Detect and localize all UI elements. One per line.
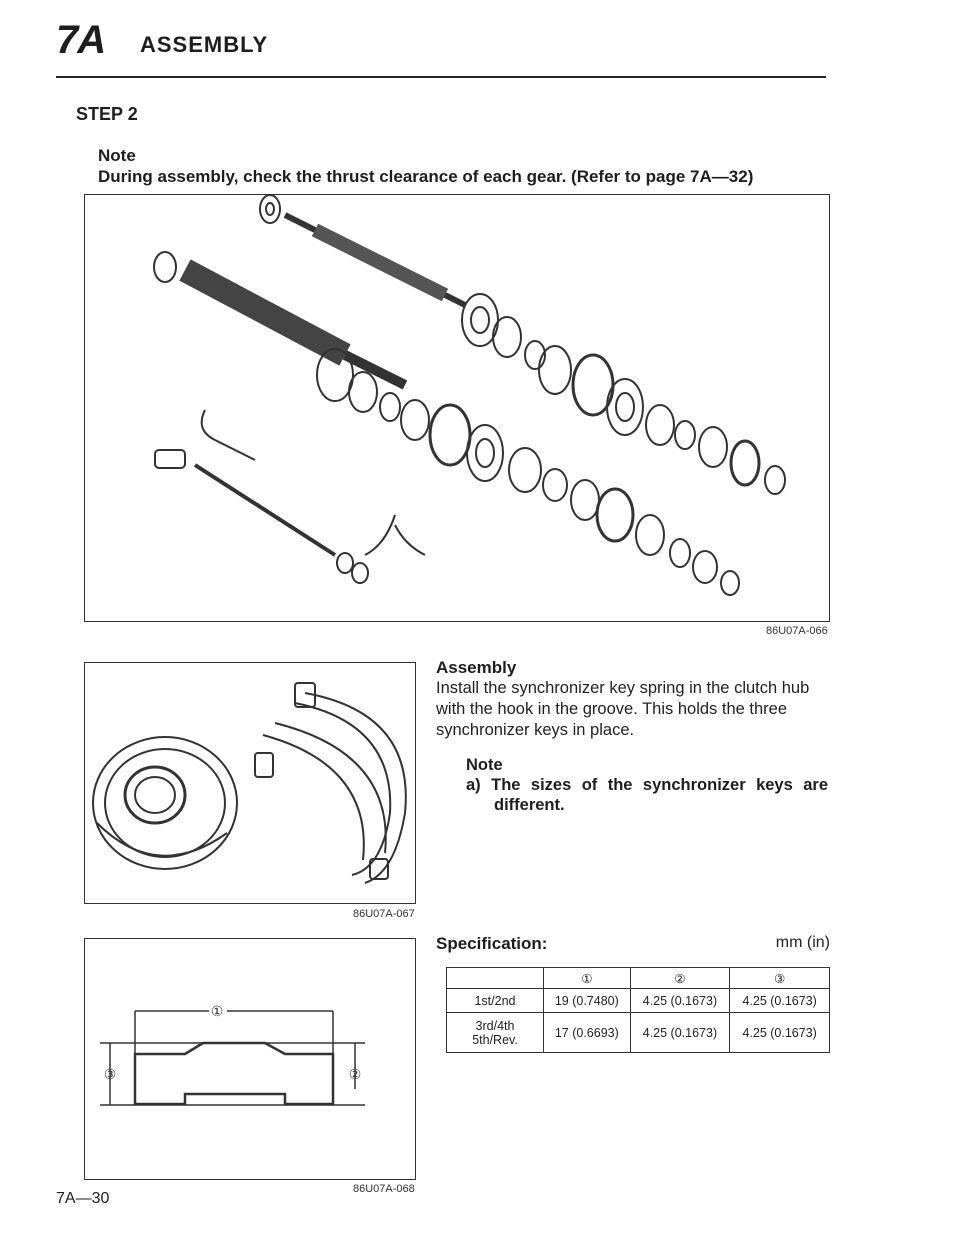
table-row-label (447, 1013, 544, 1053)
top-note-text: During assembly, check the thrust clearance of each gear. (Refer to page 7A—32) (98, 167, 754, 186)
table-header-cell: ② (630, 968, 730, 989)
table-row-label-line: 5th/Rev. (472, 1032, 518, 1047)
assembly-body: Install the synchronizer key spring in the clutch hub with the hook in the groove. This holds the three synchronizer keys in place. (436, 679, 810, 739)
figure-1-code: 86U07A-066 (766, 625, 828, 637)
top-note-label: Note (98, 146, 136, 165)
header-divider (56, 76, 826, 78)
assembly-note-label: Note (466, 756, 503, 774)
key-dimension-figure (84, 938, 416, 1180)
page-number: 7A—30 (56, 1190, 110, 1207)
specification-table (446, 967, 830, 1053)
table-row (447, 989, 830, 1013)
dimension-label-1: ① (210, 1003, 224, 1019)
figure-2-code: 86U07A-067 (353, 908, 415, 920)
table-header-cell: ① (544, 968, 631, 989)
assembly-title: Assembly (436, 658, 517, 677)
synchronizer-drawing (85, 663, 414, 902)
table-row-label: 1st/2nd (447, 989, 544, 1013)
table-cell: 4.25 (0.1673) (730, 989, 830, 1013)
dimension-label-2: ② (348, 1066, 362, 1082)
table-row (447, 1013, 830, 1053)
table-header-cell (447, 968, 544, 989)
table-header-cell: ③ (730, 968, 830, 989)
section-code: 7A (56, 18, 106, 62)
figure-3-code: 86U07A-068 (353, 1183, 415, 1195)
key-dimension-drawing (85, 939, 414, 1178)
table-cell: 4.25 (0.1673) (730, 1013, 830, 1053)
table-cell: 4.25 (0.1673) (630, 1013, 730, 1053)
table-header-row (447, 968, 830, 989)
assembly-note-text: a) The sizes of the synchronizer keys are different. (466, 776, 828, 814)
table-cell: 17 (0.6693) (544, 1013, 631, 1053)
dimension-label-3: ③ (103, 1066, 117, 1082)
table-cell: 4.25 (0.1673) (630, 989, 730, 1013)
exploded-view-drawing (85, 195, 828, 620)
specification-unit: mm (in) (775, 934, 830, 951)
section-title: ASSEMBLY (140, 32, 269, 57)
table-row-label-line: 3rd/4th (475, 1018, 515, 1033)
step-label: STEP 2 (76, 104, 138, 124)
exploded-view-figure (84, 194, 830, 622)
table-cell: 19 (0.7480) (544, 989, 631, 1013)
synchronizer-figure (84, 662, 416, 904)
specification-title: Specification: (436, 934, 548, 953)
